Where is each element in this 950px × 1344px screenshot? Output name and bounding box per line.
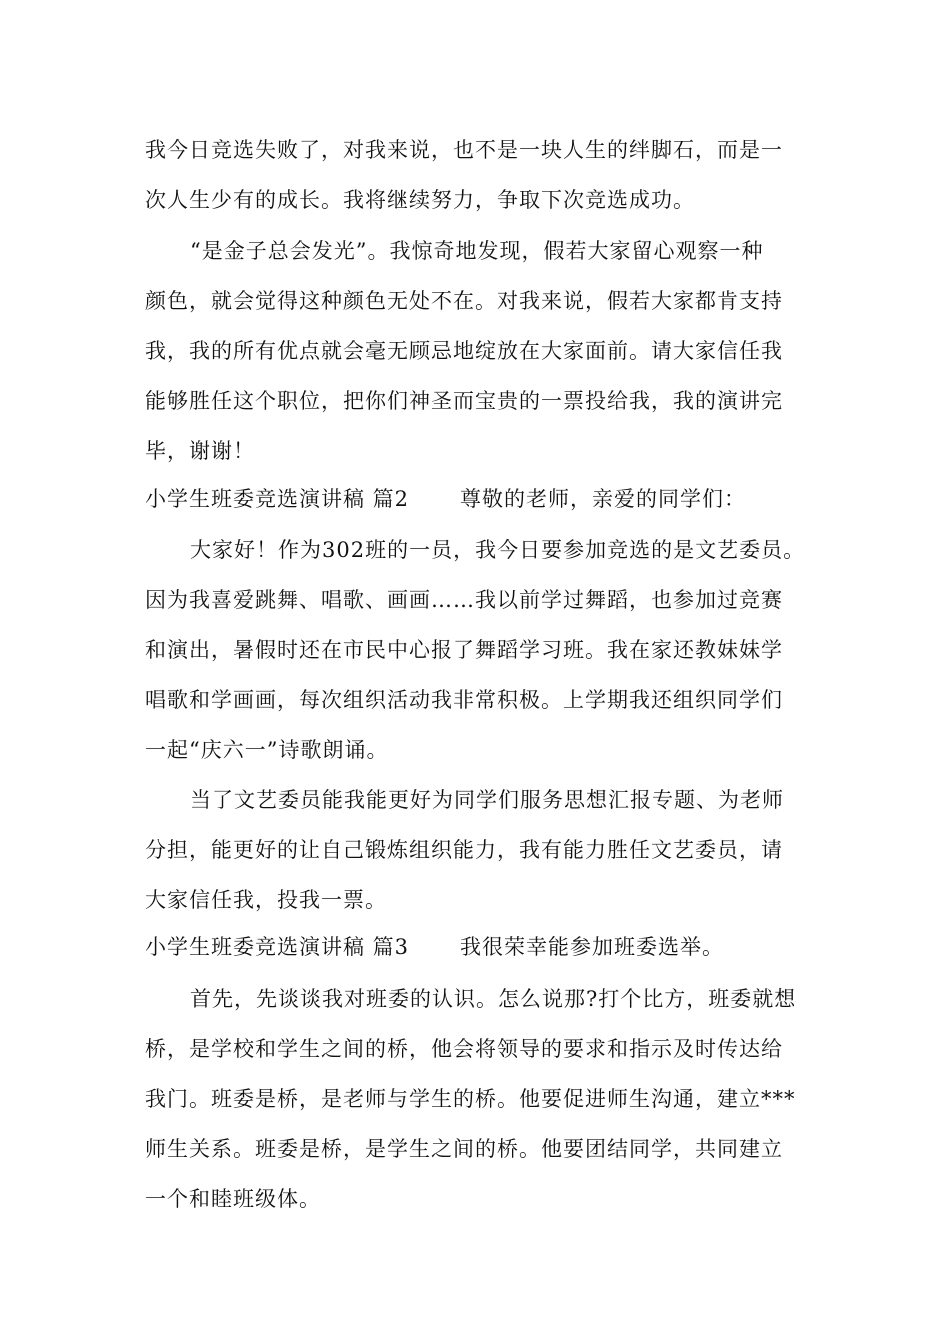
paragraph-line: 一个和睦班级体。 [145,1187,321,1211]
paragraph-line: 师生关系。班委是桥，是学生之间的桥。他要团结同学，共同建立 [145,1137,783,1161]
paragraph-line: 我，我的所有优点就会毫无顾忌地绽放在大家面前。请大家信任我 [145,339,783,363]
paragraph-line: 分担，能更好的让自己锻炼组织能力，我有能力胜任文艺委员，请 [145,838,783,862]
paragraph-line: 唱歌和学画画，每次组织活动我非常积极。上学期我还组织同学们 [145,688,783,712]
paragraph-line: 首先，先谈谈我对班委的认识。怎么说那?打个比方，班委就想 [190,987,797,1011]
section-intro: 尊敬的老师，亲爱的同学们： [460,487,746,511]
section-title: 小学生班委竞选演讲稿 篇3 [145,935,410,959]
paragraph-line: 大家信任我，投我一票。 [145,888,387,912]
paragraph-line: 次人生少有的成长。我将继续努力，争取下次竞选成功。 [145,188,695,212]
section-heading [0,932,950,962]
paragraph-line: 我今日竞选失败了，对我来说，也不是一块人生的绊脚石，而是一 [145,138,783,162]
paragraph-line: 大家好！作为302班的一员，我今日要参加竞选的是文艺委员。 [190,538,806,562]
section-intro: 我很荣幸能参加班委选举。 [460,935,724,959]
paragraph-line: 颜色，就会觉得这种颜色无处不在。对我来说，假若大家都肯支持 [145,289,783,313]
paragraph-line: 一起“庆六一”诗歌朗诵。 [145,738,389,762]
paragraph-line: 我门。班委是桥，是老师与学生的桥。他要促进师生沟通，建立*** [145,1087,796,1111]
paragraph-line: 桥，是学校和学生之间的桥，他会将领导的要求和指示及时传达给 [145,1037,783,1061]
paragraph-line: 当了文艺委员能我能更好为同学们服务思想汇报专题、为老师 [190,788,784,812]
paragraph-line: 毕，谢谢！ [145,439,255,463]
paragraph-line: “是金子总会发光”。我惊奇地发现，假若大家留心观察一种 [190,239,764,263]
paragraph-line: 能够胜任这个职位，把你们神圣而宝贵的一票投给我，我的演讲完 [145,389,783,413]
section-title: 小学生班委竞选演讲稿 篇2 [145,487,410,511]
section-heading [0,484,950,514]
paragraph-line: 和演出，暑假时还在市民中心报了舞蹈学习班。我在家还教妹妹学 [145,638,783,662]
paragraph-line: 因为我喜爱跳舞、唱歌、画画……我以前学过舞蹈，也参加过竞赛 [145,588,783,612]
